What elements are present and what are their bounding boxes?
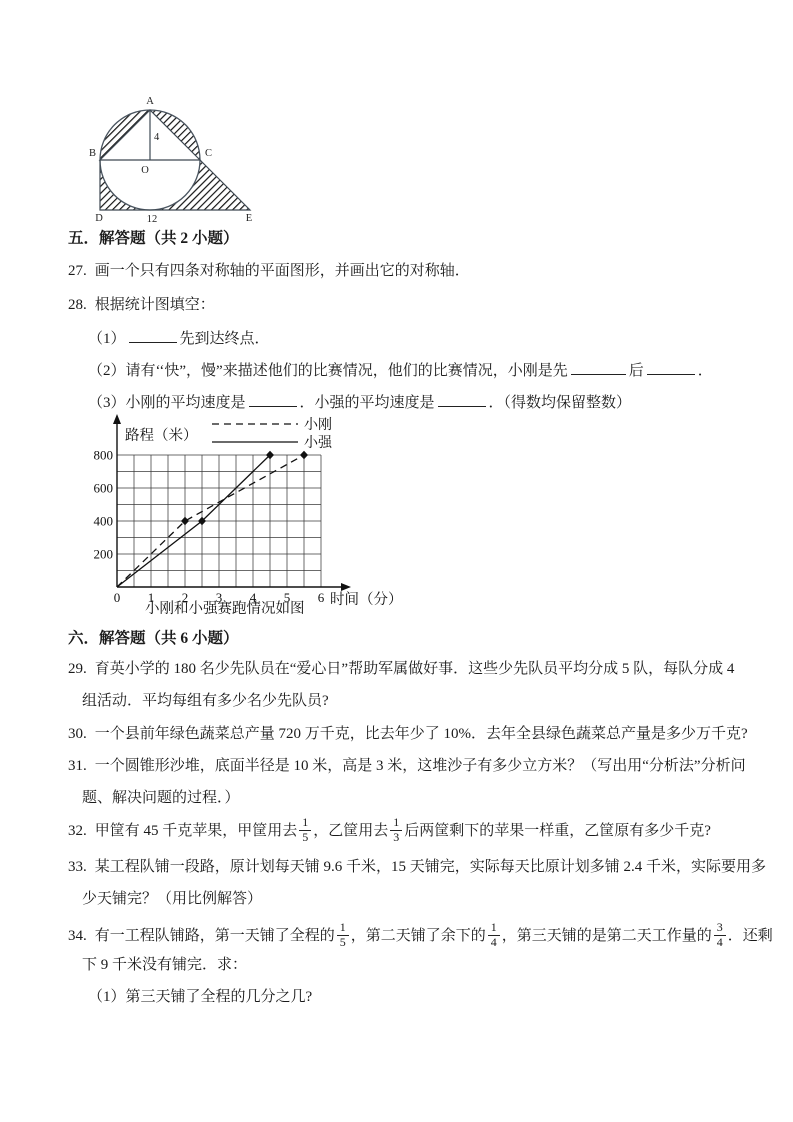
question-29-number: 29. bbox=[68, 661, 87, 677]
fraction: $\frac{1}{5}$ bbox=[299, 816, 311, 845]
svg-text:600: 600 bbox=[93, 480, 113, 496]
question-27-number: 27. bbox=[68, 263, 87, 279]
svg-text:6: 6 bbox=[317, 590, 325, 605]
fraction: $\frac{3}{4}$ bbox=[714, 921, 726, 950]
point-label-B: B bbox=[88, 148, 96, 159]
legend-label-小刚: 小刚 bbox=[304, 418, 332, 433]
question-29-line1: 育英小学的 180 名少先队员在“爱心日”帮助军属做好事．这些少先队员平均分成 5 队，每队分成 4 bbox=[94, 661, 735, 677]
legend-label-小强: 小强 bbox=[304, 436, 332, 451]
question-34-part1: （1）第三天铺了全程的几分之几? bbox=[88, 989, 313, 1005]
svg-text:1: 1 bbox=[147, 590, 155, 605]
question-34-line1: 有一工程队铺路，第一天铺了全程的 $\frac{1}{5}$ ，第二天铺了余下的 $\frac{1}{4}$ ，第三天铺的是第二天工作量的 $\frac{3}{4}$ ．还剩 bbox=[94, 920, 773, 949]
point-label-O: O bbox=[141, 165, 149, 176]
question-28 bbox=[68, 295, 215, 315]
chart-ylabel: 路程（米） bbox=[125, 428, 198, 444]
race-line-chart bbox=[92, 410, 402, 618]
fraction: $\frac{1}{4}$ bbox=[488, 921, 500, 950]
point-label-A: A bbox=[146, 96, 154, 107]
part2-end: ． bbox=[697, 363, 713, 379]
fraction: $\frac{1}{5}$ bbox=[337, 921, 349, 950]
answer-blank bbox=[249, 391, 297, 407]
part2-mid: 后 bbox=[628, 363, 644, 379]
answer-blank bbox=[129, 327, 177, 343]
section-six-heading: 六．解答题（共 6 小题） bbox=[68, 630, 239, 647]
question-30 bbox=[68, 724, 748, 744]
part3-text: （3）小刚的平均速度是 bbox=[88, 395, 246, 411]
svg-text:3: 3 bbox=[215, 590, 223, 605]
question-27-text: 画一个只有四条对称轴的平面图形，并画出它的对称轴． bbox=[94, 263, 470, 279]
question-28-number: 28. bbox=[68, 297, 87, 313]
question-32 bbox=[68, 817, 711, 846]
question-31-line1: 一个圆锥形沙堆，底面半径是 10 米，高是 3 米，这堆沙子有多少立方米？（写出用“分析法”分析问 bbox=[94, 758, 746, 774]
svg-text:400: 400 bbox=[93, 513, 113, 529]
part1-text: 先到达终点． bbox=[179, 331, 270, 347]
part3-end: ．（得数均保留整数） bbox=[488, 395, 632, 411]
question-33 bbox=[68, 857, 766, 877]
base-label: 12 bbox=[146, 214, 158, 224]
question-31-line2: 题、解决问题的过程．） bbox=[82, 790, 240, 806]
svg-text:5: 5 bbox=[283, 590, 291, 605]
question-30-number: 30. bbox=[68, 726, 87, 742]
chart-grid bbox=[117, 455, 321, 587]
fraction: $\frac{1}{3}$ bbox=[390, 816, 402, 845]
question-31 bbox=[68, 756, 746, 776]
part2-text: （2）请有‘‘快”，慢”来描述他们的比赛情况，他们的比赛情况，小刚是先 bbox=[88, 363, 568, 379]
question-34 bbox=[68, 922, 773, 951]
data-point-小刚 bbox=[300, 451, 308, 459]
question-30-line1: 一个县前年绿色蔬菜总产量 720 万千克，比去年少了 10%．去年全县绿色蔬菜总产量是多少万千克? bbox=[94, 726, 748, 742]
question-33-number: 33. bbox=[68, 859, 87, 875]
svg-text:200: 200 bbox=[93, 546, 113, 562]
x-axis-arrow bbox=[341, 583, 351, 591]
height-label: 4 bbox=[154, 132, 160, 143]
svg-text:2: 2 bbox=[181, 590, 189, 605]
section-five-heading: 五．解答题（共 2 小题） bbox=[68, 230, 239, 247]
y-axis-arrow bbox=[113, 414, 121, 424]
answer-blank bbox=[571, 359, 626, 375]
point-label-E: E bbox=[245, 213, 253, 224]
question-34-line2: 下 9 千米没有铺完．求： bbox=[82, 957, 248, 973]
svg-text:4: 4 bbox=[249, 590, 257, 605]
question-33-line2: 少天铺完？（用比例解答） bbox=[82, 891, 263, 907]
question-32-number: 32. bbox=[68, 822, 87, 839]
question-28-text: 根据统计图填空： bbox=[94, 297, 215, 313]
point-label-C: C bbox=[205, 148, 213, 159]
question-27 bbox=[68, 261, 470, 281]
chart-xlabel: 时间（分） bbox=[330, 592, 402, 608]
question-28-part2 bbox=[88, 359, 713, 381]
question-33-line1: 某工程队铺一段路，原计划每天铺 9.6 千米，15 天铺完，实际每天比原计划多铺 2.4 千米，实际要用多 bbox=[94, 859, 767, 875]
answer-blank bbox=[438, 391, 486, 407]
question-31-number: 31. bbox=[68, 758, 87, 774]
geometry-figure bbox=[88, 92, 260, 224]
part1-label: （1） bbox=[88, 331, 126, 347]
point-label-D: D bbox=[95, 213, 103, 224]
question-28-part1 bbox=[88, 327, 270, 349]
answer-blank bbox=[647, 359, 695, 375]
question-34-number: 34. bbox=[68, 927, 87, 944]
svg-text:0: 0 bbox=[113, 590, 121, 605]
chart-caption: 小刚和小强赛跑情况如图 bbox=[145, 601, 305, 617]
question-29 bbox=[68, 659, 734, 679]
svg-text:800: 800 bbox=[93, 447, 113, 463]
question-32-content: 甲筐有 45 千克苹果，甲筐用去 $\frac{1}{5}$ ，乙筐用去 $\frac{1}{3}$ 后两筐剩下的苹果一样重，乙筐原有多少千克? bbox=[94, 815, 711, 844]
part3-mid: ．小强的平均速度是 bbox=[299, 395, 435, 411]
question-29-line2: 组活动．平均每组有多少名少先队员? bbox=[82, 693, 329, 709]
